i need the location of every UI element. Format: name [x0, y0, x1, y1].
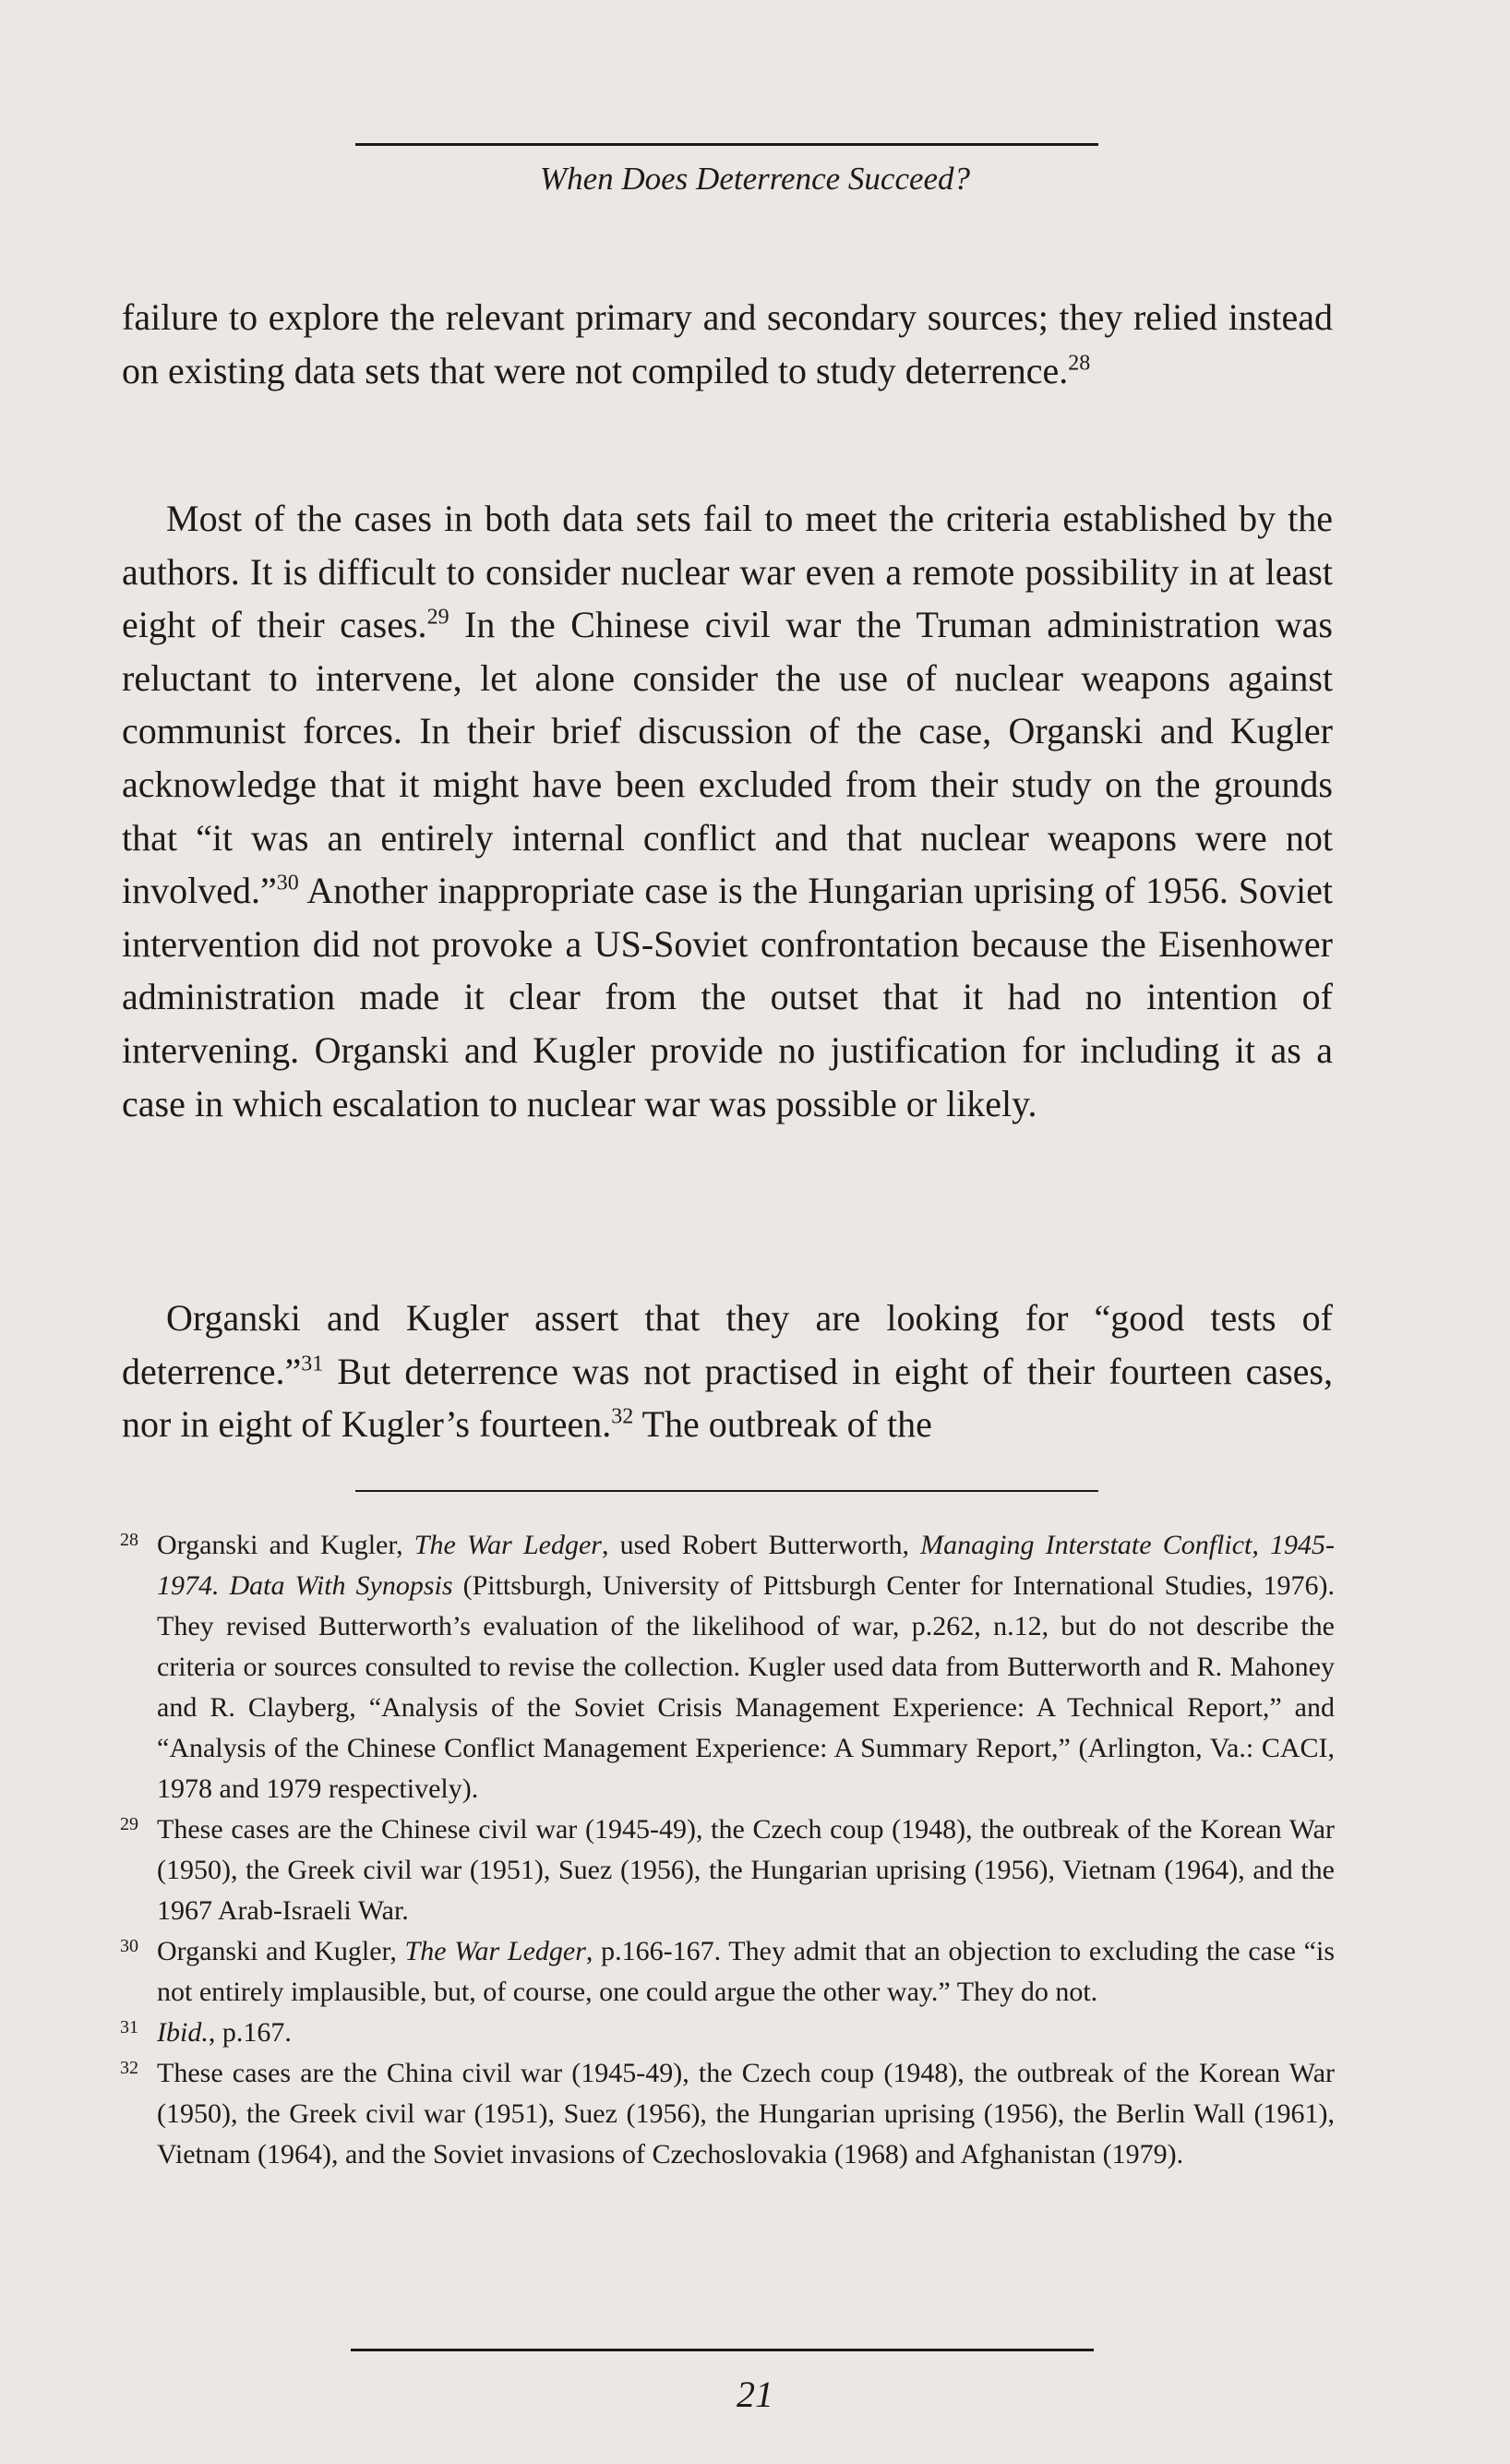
footnotes — [120, 1525, 1335, 2175]
footnote-text: , p.167. — [208, 2017, 292, 2048]
body-paragraph-2 — [122, 492, 1333, 1130]
footnote-rule — [355, 1490, 1098, 1492]
footnote-text: , used Robert Butterworth, — [601, 1530, 921, 1560]
footnote-title: The War Ledger — [413, 1530, 602, 1560]
footnote-32 — [120, 2053, 1335, 2175]
body-paragraph-3 — [122, 1292, 1333, 1451]
paragraph-text: failure to explore the relevant primary and secondary sources; they relied instead on existing data sets that were not compiled to study deterrence. — [122, 296, 1333, 391]
footnote-text: Organski and Kugler, — [157, 1936, 405, 1966]
footnote-title: The War Ledger — [404, 1936, 586, 1966]
footnote-number: 31 — [120, 2017, 138, 2037]
footnote-ref-32[interactable]: 32 — [611, 1404, 634, 1429]
paragraph-text: Organski and Kugler assert that they are looking for “good tests of deterrence.” — [122, 1297, 1333, 1392]
footnote-30 — [120, 1931, 1335, 2013]
footer-rule — [351, 2349, 1094, 2351]
footnote-ref-31[interactable]: 31 — [301, 1352, 324, 1376]
footnote-text: (Pittsburgh, University of Pittsburgh Center for International Studies, 1976). They revised Butterworth’s evaluation of the likelihood of war, p.262, n.12, but do not describe the criteria or sources consulted to revise the collection. Kugler used data from Butterworth and R. Mahoney and R. Clayberg, “Analysis of the Soviet Crisis Management Experience: A Technical Report,” and “Analysis of the Chinese Conflict Management Experience: A Summary Report,” (Arlington, Va.: CACI, 1978 and 1979 respectively). — [157, 1570, 1335, 1804]
footnote-text: These cases are the Chinese civil war (1945-49), the Czech coup (1948), the outbreak of the Korean War (1950), the Greek civil war (1951), Suez (1956), the Hungarian uprising (1956), Vietnam (1964), and the 1967 Arab-Israeli War. — [157, 1814, 1335, 1926]
paragraph-text: In the Chinese civil war the Truman administration was reluctant to intervene, let alone consider the use of nuclear weapons against communist forces. In their brief discussion of the case, Organski and Kugler acknowledge that it might have been excluded from their study on the grounds that “it was an entirely internal conflict and that nuclear weapons were not involved.” — [122, 604, 1333, 912]
page-number: 21 — [737, 2374, 773, 2415]
footnote-text: , p.166-167. They admit that an objection to excluding the case “is not entirely implausible, but, of course, one could argue the other way.” They do not. — [157, 1936, 1335, 2007]
footnote-28 — [120, 1525, 1335, 1809]
footnote-number: 30 — [120, 1936, 138, 1956]
footnote-number: 32 — [120, 2058, 138, 2078]
footnote-text: These cases are the China civil war (1945-49), the Czech coup (1948), the outbreak of the Korean War (1950), the Greek civil war (1951), Suez (1956), the Hungarian uprising (1956), the Berlin Wall (1961), Vietnam (1964), and the Soviet invasions of Czechoslovakia (1968) and Afghanistan (1979). — [157, 2058, 1335, 2170]
footnote-ref-28[interactable]: 28 — [1068, 351, 1091, 376]
footnote-29 — [120, 1809, 1335, 1931]
footnote-title: Ibid. — [157, 2017, 209, 2048]
footnote-text: Organski and Kugler, — [157, 1530, 414, 1560]
footnote-title: Managing Interstate Conflict, 1945-1974. Data With Synopsis — [157, 1530, 1336, 1601]
footnote-ref-29[interactable]: 29 — [426, 605, 449, 630]
paragraph-text: But deterrence was not practised in eight of their fourteen cases, nor in eight of Kugler’s fourteen. — [122, 1350, 1333, 1446]
footnote-number: 29 — [120, 1814, 138, 1834]
paragraph-text: Most of the cases in both data sets fail to meet the criteria established by the authors. It is difficult to consider nuclear war even a remote possibility in at least eight of their cases. — [122, 498, 1333, 646]
body-paragraph-1 — [122, 291, 1333, 397]
footnote-number: 28 — [120, 1530, 138, 1550]
paragraph-text: The outbreak of the — [633, 1403, 932, 1446]
header-rule — [355, 143, 1098, 146]
footnote-ref-30[interactable]: 30 — [276, 871, 299, 895]
paragraph-text: Another inappropriate case is the Hungarian uprising of 1956. Soviet intervention did not provoke a US-Soviet confrontation because the Eisenhower administration made it clear from the outset that it had no intention of intervening. Organski and Kugler provide no justification for including it as a case in which escalation to nuclear war was possible or likely. — [122, 870, 1333, 1124]
footnote-31 — [120, 2013, 1335, 2053]
running-head: When Does Deterrence Succeed? — [539, 161, 971, 197]
